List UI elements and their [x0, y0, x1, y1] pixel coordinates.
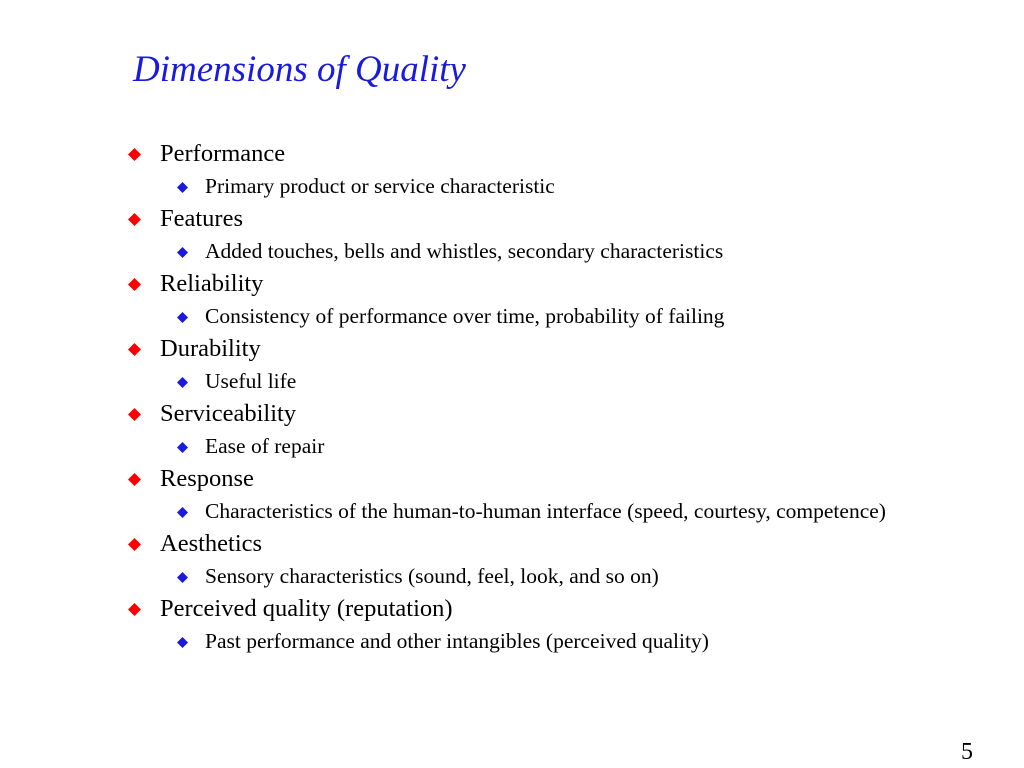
blue-diamond-bullet-icon [177, 377, 188, 388]
sub-bullet-text: Useful life [205, 369, 297, 393]
sub-bullet-item [122, 304, 912, 328]
sub-bullet-text: Sensory characteristics (sound, feel, look, and so on) [205, 564, 659, 588]
bullet-label: Reliability [160, 270, 264, 297]
blue-diamond-bullet-icon [177, 572, 188, 583]
sub-bullet-item [122, 434, 912, 458]
sub-bullet-text: Added touches, bells and whistles, secondary characteristics [205, 239, 724, 263]
blue-diamond-bullet-icon [177, 182, 188, 193]
sub-bullet-item [122, 174, 912, 198]
bullet-item-durability [122, 333, 912, 364]
bullet-item-reliability [122, 268, 912, 299]
bullet-label: Performance [160, 140, 286, 167]
bullet-item-performance [122, 138, 912, 169]
bullet-label: Serviceability [160, 400, 297, 427]
blue-diamond-bullet-icon [177, 637, 188, 648]
sub-bullet-item [122, 499, 912, 523]
bullet-item-response [122, 463, 912, 494]
sub-bullet-item [122, 629, 912, 653]
bullet-label: Durability [160, 335, 261, 362]
sub-bullet-text: Ease of repair [205, 434, 325, 458]
red-diamond-bullet-icon [128, 278, 141, 291]
bullet-label: Perceived quality (reputation) [160, 595, 453, 622]
bullet-list [122, 138, 912, 658]
blue-diamond-bullet-icon [177, 312, 188, 323]
sub-bullet-text: Characteristics of the human-to-human interface (speed, courtesy, competence) [205, 499, 886, 523]
bullet-item-aesthetics [122, 528, 912, 559]
red-diamond-bullet-icon [128, 603, 141, 616]
red-diamond-bullet-icon [128, 343, 141, 356]
sub-bullet-item [122, 369, 912, 393]
red-diamond-bullet-icon [128, 148, 141, 161]
blue-diamond-bullet-icon [177, 507, 188, 518]
bullet-item-perceived-quality [122, 593, 912, 624]
slide-title: Dimensions of Quality [133, 49, 466, 90]
bullet-label: Features [160, 205, 243, 232]
blue-diamond-bullet-icon [177, 247, 188, 258]
sub-bullet-text: Primary product or service characteristic [205, 174, 555, 198]
page-number: 5 [961, 739, 973, 765]
bullet-label: Aesthetics [160, 530, 263, 557]
red-diamond-bullet-icon [128, 538, 141, 551]
blue-diamond-bullet-icon [177, 442, 188, 453]
bullet-label: Response [160, 465, 254, 492]
red-diamond-bullet-icon [128, 213, 141, 226]
bullet-item-features [122, 203, 912, 234]
red-diamond-bullet-icon [128, 473, 141, 486]
sub-bullet-text: Consistency of performance over time, probability of failing [205, 304, 725, 328]
sub-bullet-item [122, 564, 912, 588]
red-diamond-bullet-icon [128, 408, 141, 421]
bullet-item-serviceability [122, 398, 912, 429]
sub-bullet-text: Past performance and other intangibles (perceived quality) [205, 629, 709, 653]
sub-bullet-item [122, 239, 912, 263]
